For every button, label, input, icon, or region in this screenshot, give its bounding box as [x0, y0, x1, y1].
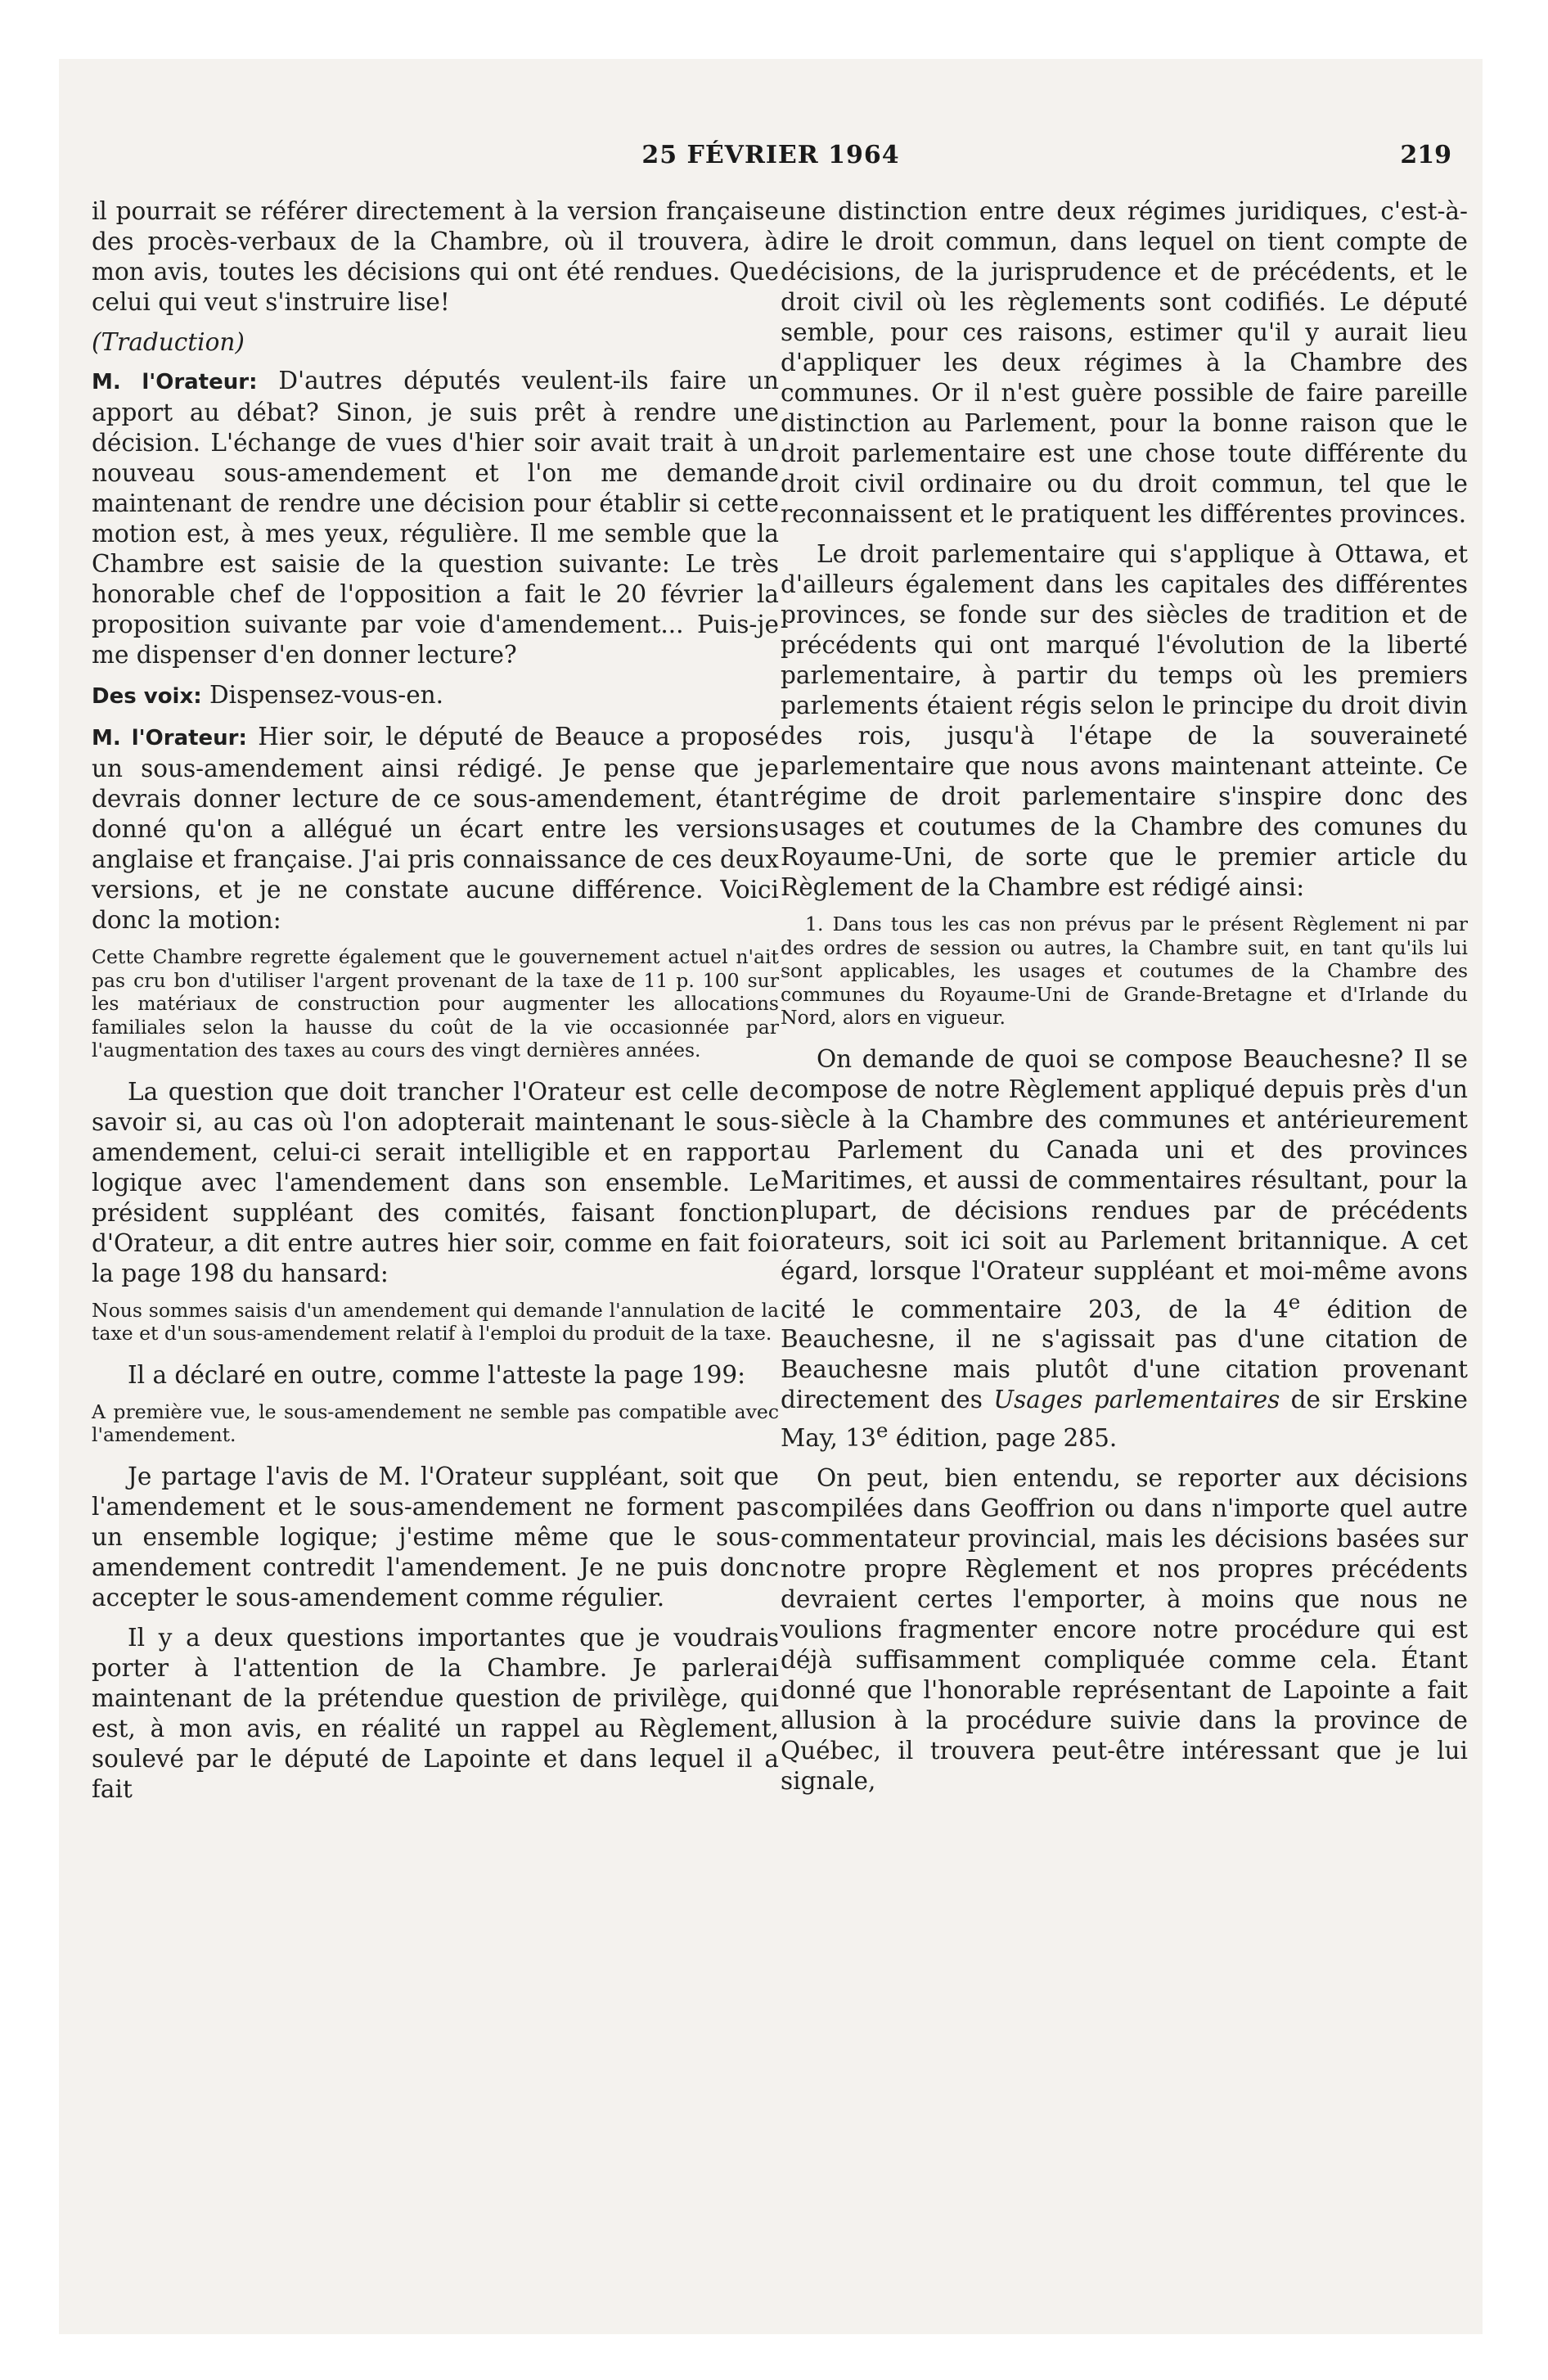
superscript: e [1288, 1289, 1301, 1314]
speaker-label: M. l'Orateur: [92, 726, 247, 751]
text-run: de sir Erskine May, 13 [781, 1386, 1468, 1453]
right-column [781, 196, 1468, 2292]
text-run: On demande de quoi se compose Beauchesne? Il se compose de notre Règlement appliqué depuis près d'un siècle à la Chambre des communes et antérieurement au Parlement du Canada uni et des provinces Maritimes, et aussi de commentaires résultant, pour la plupart, de décisions rendues par de précédents orateurs, soit ici soit au Parlement britannique. A cet égard, lorsque l'Orateur suppléant et moi-même avons cité le commentaire 203, de la 4 [781, 1044, 1468, 1323]
page-number: 219 [1400, 141, 1451, 169]
speech-text: Hier soir, le député de Beauce a proposé un sous-amendement ainsi rédigé. Je pense que je devrais donner lecture de ce sous-amendement, étant donné qu'on a allégué un écart entre les versions anglaise et française. J'ai pris connaissance de ces deux versions, et je ne constate aucune différence. Voici donc la motion: [92, 723, 779, 934]
superscript: e [875, 1418, 889, 1443]
paragraph [92, 366, 779, 670]
rule-item [781, 913, 1468, 1030]
block-quote [92, 1400, 779, 1447]
block-quote [92, 1299, 779, 1346]
rule-quote [781, 913, 1468, 1030]
rule-text: Dans tous les cas non prévus par le présent Règlement ni par des ordres de session ou autres, la Chambre suit, en tant qu'ils lui sont applicables, les usages et coutumes de la Chambre des communes du Royaume-Uni de Grande-Bretagne et d'Irlande du Nord, alors en vigueur. [781, 913, 1468, 1029]
text-run: édition, page 285. [888, 1424, 1118, 1453]
speech-text: D'autres députés veulent-ils faire un apport au débat? Sinon, je suis prêt à rendre une décision. L'échange de vues d'hier soir avait trait à un nouveau sous-amendement et l'on me demande maintenant de rendre une décision pour établir si cette motion est, à mes yeux, régulière. Il me semble que la Chambre est saisie de la question suivante: Le très honorable chef de l'opposition a fait le 20 février la proposition suivante par voie d'amendement... Puis-je me dispenser d'en donner lecture? [92, 367, 780, 669]
paragraph [92, 680, 779, 712]
text-run: édition de Beauchesne, il ne s'agissait pas d'une citation de Beauchesne mais plutôt d'une citation provenant directement des [781, 1295, 1468, 1414]
paragraph: Le droit parlementaire qui s'applique à Ottawa, et d'ailleurs également dans les capitales des différentes provinces, se fonde sur des siècles de tradition et de précédents qui ont marqué l'évolution de la liberté parlementaire, à partir du temps où les premiers parlements étaient régis selon le principe du droit divin des rois, jusqu'à l'étape de la souveraineté parlementaire que nous avons maintenant atteinte. Ce régime de droit parlementaire s'inspire donc des usages et coutumes de la Chambre des comunes du Royaume-Uni, de sorte que le premier article du Règlement de la Chambre est rédigé ainsi: [781, 540, 1468, 901]
paragraph [781, 1044, 1468, 1454]
paragraph: une distinction entre deux régimes juridiques, c'est-à-dire le droit commun, dans lequel on tient compte de décisions, de la jurisprudence et de précédents, et le droit civil où les règlements sont codifiés. Le député semble, pour ces raisons, estimer qu'il y aurait lieu d'appliquer les deux régimes à la Chambre des communes. Or il n'est guère possible de faire pareille distinction au Parlement, pour la bonne raison que le droit parlementaire est une chose toute différente du droit civil ordinaire ou du droit commun, tel que le reconnaissent et le pratiquent les différentes provinces. [781, 197, 1468, 528]
speech-text: Dispensez-vous-en. [201, 681, 444, 709]
quote-text: Cette Chambre regrette également que le gouvernement actuel n'ait pas cru bon d'utiliser l'argent provenant de la taxe de 11 p. 100 sur les matériaux de construction pour augmenter les allocations familiales selon la hausse du coût de la vie occasionnée par l'augmentation des taxes au cours des vingt dernières années. [92, 945, 779, 1062]
document-page [59, 59, 1483, 2334]
book-title: Usages parlementaires [993, 1386, 1280, 1414]
paragraph: On peut, bien entendu, se reporter aux décisions compilées dans Geoffrion ou dans n'importe quel autre commentateur provincial, mais les décisions basées sur notre propre Règlement et nos propres précédents devraient certes l'emporter, à moins que nous ne voulions fragmenter encore notre procédure qui est déjà suffisamment compliquée comme cela. Étant donné que l'honorable représentant de Lapointe a fait allusion à la procédure suivie dans la province de Québec, il trouvera peut-être intéressant que je lui signale, [781, 1464, 1468, 1796]
paragraph: Je partage l'avis de M. l'Orateur suppléant, soit que l'amendement et le sous-amendement ne forment pas un ensemble logique; j'estime même que le sous-amendement contredit l'amendement. Je ne puis donc accepter le sous-amendement comme régulier. [92, 1462, 779, 1611]
page-header [59, 141, 1483, 190]
speaker-label: Des voix: [92, 684, 202, 709]
paragraph [92, 722, 779, 935]
block-quote [92, 945, 779, 1062]
rule-number: 1. [805, 913, 824, 935]
speaker-label: M. l'Orateur: [92, 370, 258, 394]
paragraph: Il y a deux questions importantes que je voudrais porter à l'attention de la Chambre. Je parlerai maintenant de la prétendue question de privilège, qui est, à mon avis, en réalité un rappel au Règlement, soulevé par le député de Lapointe et dans lequel il a fait [92, 1623, 779, 1803]
left-column [92, 196, 779, 2292]
quote-text: A première vue, le sous-amendement ne semble pas compatible avec l'amendement. [92, 1400, 779, 1446]
header-date: 25 FÉVRIER 1964 [641, 141, 900, 169]
quote-text: Nous sommes saisis d'un amendement qui demande l'annulation de la taxe et d'un sous-amendement relatif à l'emploi du produit de la taxe. [92, 1298, 779, 1345]
paragraph: La question que doit trancher l'Orateur est celle de savoir si, au cas où l'on adopterait maintenant le sous-amendement, celui-ci serait intelligible et en rapport logique avec l'amendement dans son ensemble. Le président suppléant des comités, faisant fonction d'Orateur, a dit entre autres hier soir, comme en fait foi la page 198 du hansard: [92, 1077, 779, 1287]
translation-heading: (Traduction) [92, 328, 245, 356]
paragraph: Il a déclaré en outre, comme l'atteste la page 199: [128, 1360, 746, 1389]
paragraph: il pourrait se référer directement à la version française des procès-verbaux de la Chambre, où il trouvera, à mon avis, toutes les décisions qui ont été rendues. Que celui qui veut s'instruire lise! [92, 197, 779, 316]
